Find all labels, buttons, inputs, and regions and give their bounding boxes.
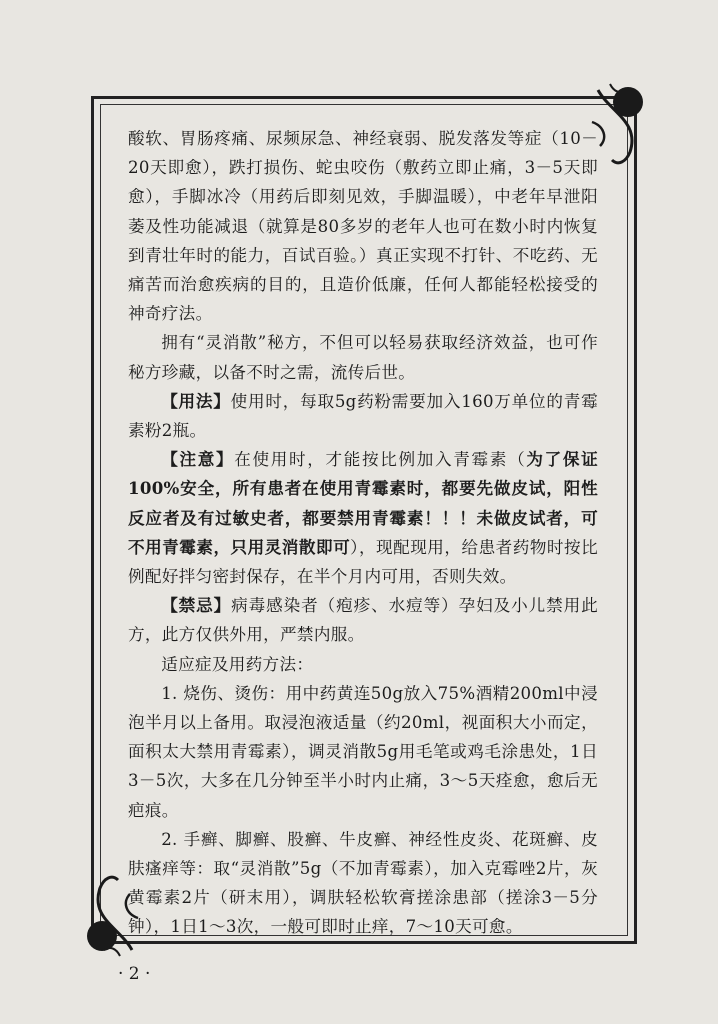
- paragraph-contraindication: [128, 591, 598, 649]
- page-number: · 2 ·: [118, 964, 151, 984]
- corner-ornament-icon: [590, 82, 650, 172]
- paragraph-secret-recipe: 拥有“灵消散”秘方，不但可以轻易获取经济效益，也可作秘方珍藏，以备不时之需，流传后世。: [128, 333, 598, 382]
- contraindication-label: 【禁忌】: [161, 595, 232, 616]
- usage-label: 【用法】: [161, 390, 231, 411]
- usage-text: 使用时，每取5g药粉需要加入160万单位的青霉素粉2瓶。: [128, 391, 598, 441]
- body-text: [128, 124, 598, 942]
- contraindication-text: 病毒感染者（疱疹、水痘等）孕妇及小儿禁用此方，此方仅供外用，严禁内服。: [128, 596, 598, 645]
- caution-text-b: ），现配现用，给患者药物时按比例配好拌匀密封保存，在半个月内可用，否则失效。: [128, 537, 598, 587]
- caution-label: 【注意】: [161, 449, 235, 470]
- caution-bold-text: 为了保证100%安全，所有患者在使用青霉素时，都要先做皮试，阳性反应者及有过敏史者，都要禁用青霉素！！！未做皮试者，可不用青霉素，只用灵消散即可: [128, 449, 598, 557]
- paragraph-indications-heading: 适应症及用药方法：: [161, 654, 314, 674]
- paragraph-caution: [128, 445, 598, 591]
- paragraph-continuation: 酸软、胃肠疼痛、尿频尿急、神经衰弱、脱发落发等症（10－20天即愈），跌打损伤、蛇虫咬伤（敷药立即止痛，3－5天即愈），手脚冰冷（用药后即刻见效，手脚温暖），中老年早泄阳萎及性功能减退（就算是80多岁的老年人也可在数小时内恢复到青壮年时的能力，百试百验。）真正实现不打针、不吃药、无痛苦而治愈疾病的目的，且造价低廉，任何人都能轻松接受的神奇疗法。: [128, 129, 598, 324]
- paragraph-burns: 1. 烧伤、烫伤：用中药黄连50g放入75%酒精200ml中浸泡半月以上备用。取浸泡液适量（约20ml，视面积大小而定，面积太大禁用青霉素），调灵消散5g用毛笔或鸡毛涂患处，1日3－5次，大多在几分钟至半小时内止痛，3～5天痊愈，愈后无疤痕。: [128, 683, 598, 820]
- paragraph-tinea: 2. 手癣、脚癣、股癣、牛皮癣、神经性皮炎、花斑癣、皮肤瘙痒等：取“灵消散”5g（不加青霉素），加入克霉唑2片，灰黄霉素2片（研末用），调肤轻松软膏搓涂患部（搓涂3－5分钟），1日1～3次，一般可即时止痒，7～10天可愈。: [128, 829, 598, 937]
- paragraph-usage: [128, 387, 598, 445]
- caution-text-a: 在使用时，才能按比例加入青霉素（: [234, 450, 527, 470]
